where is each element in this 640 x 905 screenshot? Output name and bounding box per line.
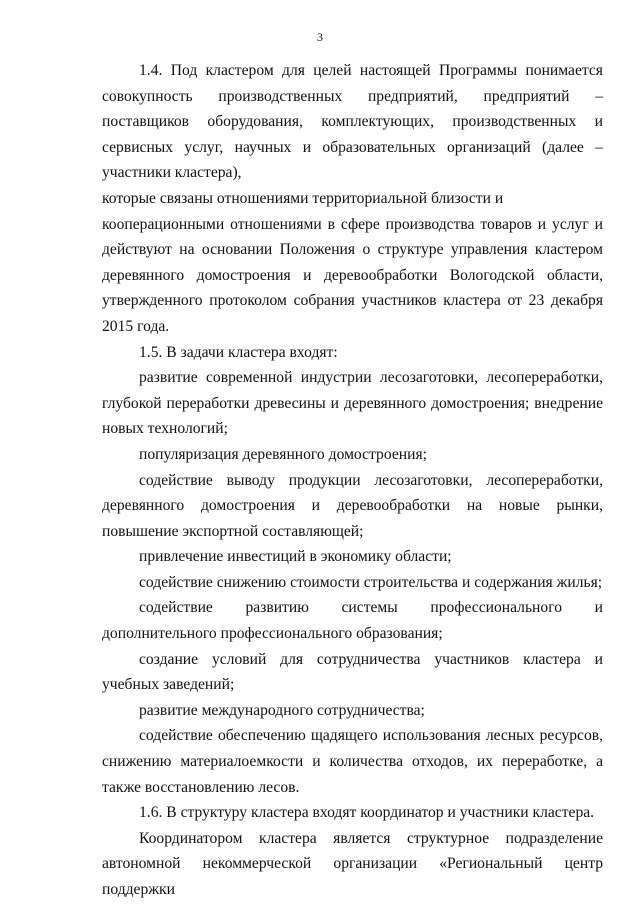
paragraph-1-4-cluster-definition: 1.4. Под кластером для целей настоящей Программы понимается совокупность производственных предприятий, предприятий – поставщиков оборудования, комплектующих, производственных и сервисных услуг, научных и образовательных организаций (далее – участники кластера), которые связаны отношениями территориальной близости и кооперационными отношениями в сфере производства товаров и услуг и действуют на основании Положения о структуре управления кластером деревянного домостроения и деревообработки Вологодской области, утвержденного протоколом собрания участников кластера от 23 декабря 2015 года. bbox=[102, 62, 603, 335]
task-item-international: развитие международного сотрудничества; bbox=[139, 701, 425, 719]
paragraph-1-6-cluster-structure: 1.6. В структуру кластера входят координатор и участники кластера. bbox=[139, 804, 595, 822]
task-item-housing-cost: содействие снижению стоимости строительства и содержания жилья; bbox=[139, 573, 603, 591]
document-body bbox=[102, 58, 603, 903]
paragraph-1-5-cluster-tasks-heading: 1.5. В задачи кластера входят: bbox=[139, 343, 338, 361]
task-item-popularization: популяризация деревянного домостроения; bbox=[139, 445, 427, 463]
task-item-cooperation: создание условий для сотрудничества участников кластера и учебных заведений; bbox=[102, 650, 603, 694]
task-item-investment: привлечение инвестиций в экономику области; bbox=[139, 548, 452, 566]
task-item-market-promotion: содействие выводу продукции лесозаготовки, лесопереработки, деревянного домостроения и деревообработки на новые рынки, повышение экспортной составляющей; bbox=[102, 471, 603, 540]
task-item-education: содействие развитию системы профессионального и дополнительного профессионального образования; bbox=[102, 599, 603, 643]
task-item-forest-resources: содействие обеспечению щадящего использования лесных ресурсов, снижению материалоемкости и количества отходов, их переработке, а также восстановлению лесов. bbox=[102, 727, 603, 796]
task-item-industry-development: развитие современной индустрии лесозаготовки, лесопереработки, глубокой переработки древесины и деревянного домостроения; внедрение новых технологий; bbox=[102, 369, 603, 438]
paragraph-coordinator: Координатором кластера является структурное подразделение автономной некоммерческой организации «Региональный центр поддержки bbox=[102, 829, 603, 898]
page-number: 3 bbox=[317, 30, 323, 44]
